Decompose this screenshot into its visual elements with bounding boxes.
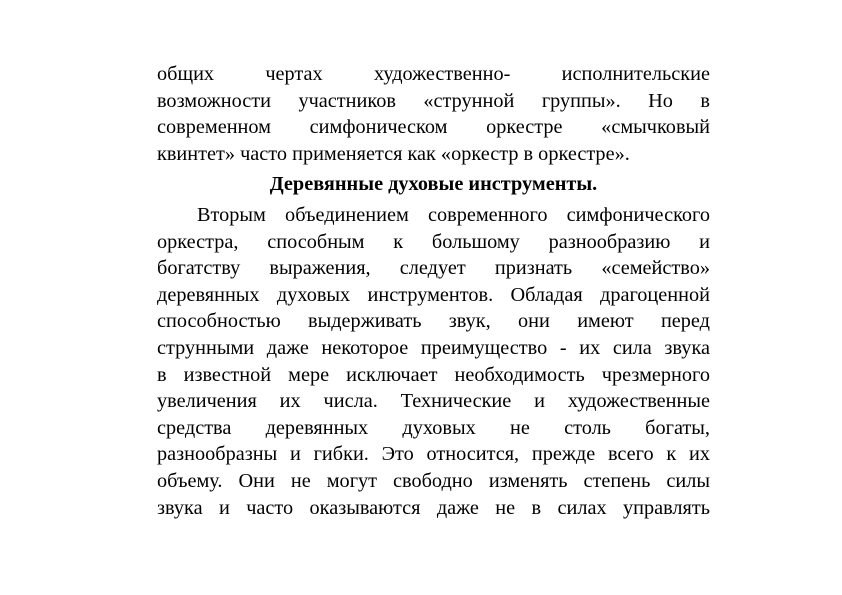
- text-line: возможности участников «струнной группы». Но в: [157, 89, 710, 112]
- document-page-text: [157, 61, 710, 521]
- text-line: способностью выдерживать звук, они имеют перед: [157, 310, 710, 333]
- text-line: современном симфоническом оркестре «смычковый: [157, 116, 710, 139]
- text-line: звука и часто оказываются даже не в силах управлять: [157, 496, 710, 519]
- text-line: деревянных духовых инструментов. Обладая драгоценной: [157, 283, 710, 306]
- text-line: общих чертах художественно- исполнительские: [157, 63, 710, 85]
- text-line: богатству выражения, следует признать «семейство»: [157, 257, 710, 280]
- text-line: струнными даже некоторое преимущество - их сила звука: [157, 336, 710, 359]
- text-line: Вторым объединением современного симфонического: [197, 203, 710, 226]
- text-line: в известной мере исключает необходимость чрезмерного: [157, 363, 710, 386]
- paragraph-woodwinds: [157, 202, 710, 521]
- text-line: квинтет» часто применяется как «оркестр в оркестре».: [157, 142, 630, 165]
- text-line: объему. Они не могут свободно изменять степень силы: [157, 469, 710, 492]
- section-heading: Деревянные духовые инструменты.: [269, 173, 598, 196]
- text-line: средства деревянных духовых не столь богаты,: [157, 416, 710, 439]
- text-line: разнообразны и гибки. Это относится, прежде всего к их: [157, 443, 710, 466]
- text-line: увеличения их числа. Технические и художественные: [157, 390, 710, 413]
- paragraph-continued: [157, 61, 710, 167]
- text-line: оркестра, способным к большому разнообразию и: [157, 230, 710, 253]
